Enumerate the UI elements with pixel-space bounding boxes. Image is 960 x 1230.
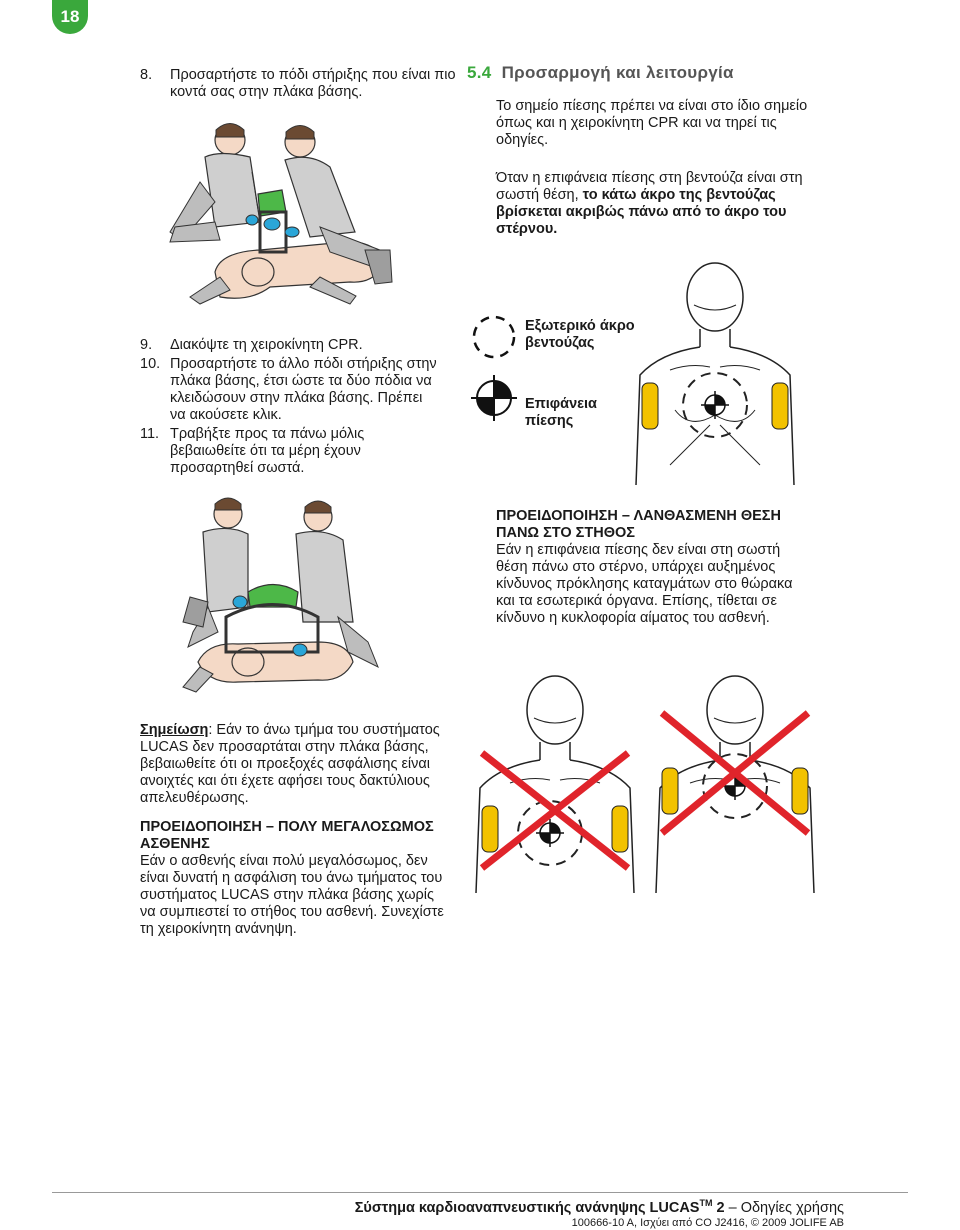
warning-large-patient xyxy=(140,819,450,938)
note-label: Σημείωση xyxy=(140,722,209,738)
warning-title: ΠΡΟΕΙΔΟΠΟΙΗΣΗ – ΠΟΛΥ ΜΕΓΑΛΟΣΩΜΟΣ ΑΣΘΕΝΗΣ xyxy=(140,819,434,852)
para-normal: Όταν η επιφάνεια πίεσης στη βεντούζα είναι στη σωστή θέση, xyxy=(496,170,803,203)
step-9 xyxy=(140,337,440,354)
paragraph-pressure-point: Το σημείο πίεσης πρέπει να είναι στο ίδιο σημείο όπως και η χειροκίνητη CPR και να τηρεί τις οδηγίες. xyxy=(496,98,808,148)
footer-document-id: 100666-10 A, Ισχύει από CO J2416, © 2009 JOLIFE AB xyxy=(571,1217,844,1229)
footer-trademark: TM xyxy=(699,1198,713,1208)
note-text: : Εάν το άνω τμήμα του συστήματος LUCAS δεν προσαρτάται στην πλάκα βάσης, βεβαιωθείτε ότι οι προεξοχές ασφάλισης είναι ανοιχτές και ότι έχετε αφήσει τους δακτύλιους απελευθέρωσης. xyxy=(140,722,440,806)
correct-position-torso-diagram xyxy=(630,255,800,485)
step-10 xyxy=(140,356,440,424)
warning-incorrect-position xyxy=(496,508,796,627)
step-number: 10. xyxy=(140,356,161,372)
footer-subtitle: – Οδηγίες χρήσης xyxy=(724,1199,844,1216)
page-number: 18 xyxy=(52,0,88,34)
para-bold: το κάτω άκρο της βεντούζας βρίσκεται ακριβώς πάνω από το άκρο του στέρνου. xyxy=(496,187,787,237)
step-text: Τραβήξτε προς τα πάνω μόλις βεβαιωθείτε ότι τα μέρη έχουν προσαρτηθεί σωστά. xyxy=(170,426,365,476)
wrong-position-low-diagram xyxy=(470,668,640,893)
warning-title: ΠΡΟΕΙΔΟΠΟΙΗΣΗ – ΛΑΝΘΑΣΜΕΝΗ ΘΕΣΗ ΠΑΝΩ ΣΤΟ ΣΤΗΘΟΣ xyxy=(496,508,781,541)
legend-pressure-surface: Επιφάνεια πίεσης xyxy=(525,396,597,429)
legend-outer-edge: Εξωτερικό άκρο βεντούζας xyxy=(525,318,635,351)
wrong-position-high-diagram xyxy=(650,668,820,893)
step-8 xyxy=(140,67,490,101)
warning-text: Εάν η επιφάνεια πίεσης δεν είναι στη σωστή θέση πάνω στο στέρνο, υπάρχει αυξημένος κίνδυνος πρόκλησης καταγμάτων στο θώρακα και τα εσωτερικά όργανα. Επίσης, τίθεται σε κίνδυνο η κυκλοφορία αίματος του ασθενή. xyxy=(496,542,793,626)
footer-product: Σύστημα καρδιοαναπνευστικής ανάνηψης LUCAS xyxy=(354,1199,700,1216)
outer-edge-symbol-icon xyxy=(470,313,518,361)
section-heading xyxy=(467,62,734,84)
section-title: Προσαρμογή και λειτουργία xyxy=(501,63,734,82)
section-number: 5.4 xyxy=(467,63,492,82)
step-text: Προσαρτήστε το άλλο πόδι στήριξης στην πλάκα βάσης, έτσι ώστε τα δύο πόδια να κλειδώσουν στην πλάκα βάσης. Πρέπει να ακούσετε κλικ. xyxy=(170,356,437,423)
step-text: Προσαρτήστε το πόδι στήριξης που είναι πιο κοντά σας στην πλάκα βάσης. xyxy=(170,67,456,100)
pressure-surface-symbol-icon xyxy=(470,374,518,422)
paragraph-correct-position xyxy=(496,170,826,238)
step-number: 9. xyxy=(140,337,153,353)
rescuers-attach-leg-illustration xyxy=(160,112,410,312)
rescuers-pull-up-illustration xyxy=(178,492,388,697)
warning-text: Εάν ο ασθενής είναι πολύ μεγαλόσωμος, δεν είναι δυνατή η ασφάλιση του άνω τμήματος του συστήματος LUCAS στην πλάκα βάσης χωρίς να συμπιεστεί το στήθος του ασθενή. Συνεχίστε τη χειροκίνητη ανάνηψη. xyxy=(140,853,444,937)
step-text: Διακόψτε τη χειροκίνητη CPR. xyxy=(170,337,363,353)
note xyxy=(140,722,450,807)
footer-title xyxy=(355,1198,844,1216)
footer-rule xyxy=(52,1192,908,1193)
step-number: 8. xyxy=(140,67,153,83)
step-number: 11. xyxy=(140,426,160,442)
step-11 xyxy=(140,426,440,477)
steps-list xyxy=(140,337,440,477)
footer-model: 2 xyxy=(712,1199,725,1216)
